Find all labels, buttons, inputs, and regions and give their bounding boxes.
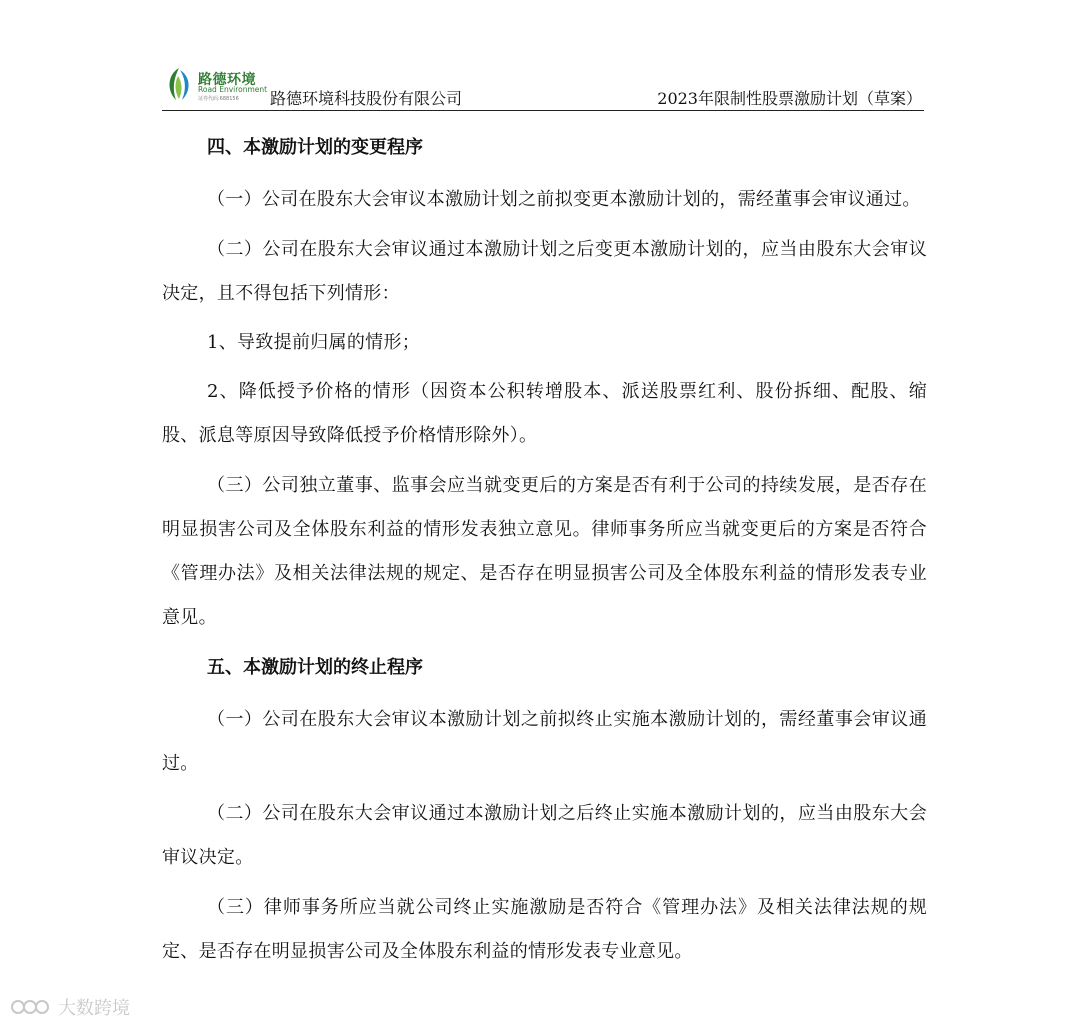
document-body: [162, 120, 927, 974]
logo-stock-code: 证券代码:688156: [198, 96, 239, 102]
company-name: 路德环境科技股份有限公司: [270, 89, 463, 108]
paragraph: （二）公司在股东大会审议通过本激励计划之后终止实施本激励计划的，应当由股东大会审议决定。: [162, 803, 927, 868]
logo-english-name: Road Environment: [198, 85, 268, 94]
company-logo: [162, 66, 272, 106]
paragraph: （一）公司在股东大会审议本激励计划之前拟终止实施本激励计划的，需经董事会审议通过。: [162, 709, 927, 774]
list-item: 2、降低授予价格的情形（因资本公积转增股本、派送股票红利、股份拆细、配股、缩股、派息等原因导致降低授予价格情形除外）。: [162, 381, 927, 446]
logo-chinese-name: 路德环境: [198, 72, 256, 88]
paragraph: （三）律师事务所应当就公司终止实施激励是否符合《管理办法》及相关法律法规的规定、是否存在明显损害公司及全体股东利益的情形发表专业意见。: [162, 897, 927, 962]
section-heading-change: 四、本激励计划的变更程序: [207, 137, 423, 158]
watermark-text: 大数跨境: [58, 998, 130, 1019]
leaf-logo-icon: [162, 66, 196, 102]
list-item: 1、导致提前归属的情形；: [207, 332, 421, 353]
paragraph: （三）公司独立董事、监事会应当就变更后的方案是否有利于公司的持续发展，是否存在明显损害公司及全体股东利益的情形发表独立意见。律师事务所应当就变更后的方案是否符合《管理办法》及相关法律法规的规定、是否存在明显损害公司及全体股东利益的情形发表专业意见。: [162, 475, 927, 628]
section-heading-termination: 五、本激励计划的终止程序: [207, 657, 423, 678]
page-header: [162, 62, 924, 111]
document-title: 2023年限制性股票激励计划（草案）: [657, 89, 922, 108]
paragraph: （二）公司在股东大会审议通过本激励计划之后变更本激励计划的，应当由股东大会审议决定，且不得包括下列情形：: [162, 239, 927, 304]
paragraph: （一）公司在股东大会审议本激励计划之前拟变更本激励计划的，需经董事会审议通过。: [207, 189, 921, 210]
watermark-logo-icon: [10, 995, 54, 1019]
watermark: [10, 992, 130, 1022]
